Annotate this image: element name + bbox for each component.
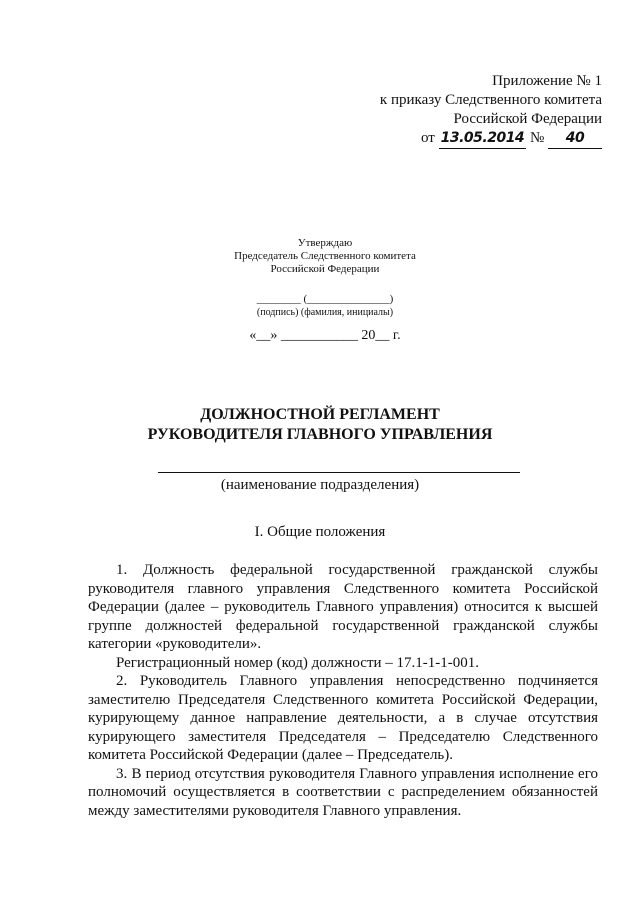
appendix-order-ref: к приказу Следственного комитета bbox=[379, 92, 602, 108]
title-line-1: ДОЛЖНОСТНОЙ РЕГЛАМЕНТ bbox=[200, 406, 440, 423]
approval-date-line: «__» ___________ 20__ г. bbox=[249, 328, 401, 343]
section-heading: I. Общие положения bbox=[254, 524, 386, 540]
signature-line: ________ (_______________) bbox=[256, 293, 394, 305]
date-prefix: от bbox=[421, 130, 435, 146]
appendix-title: Приложение № 1 bbox=[492, 73, 602, 89]
document-title bbox=[0, 405, 640, 445]
approval-position-2: Российской Федерации bbox=[270, 263, 380, 275]
unit-name-caption: (наименование подразделения) bbox=[220, 477, 420, 493]
approval-position-1: Председатель Следственного комитета bbox=[234, 250, 416, 262]
order-number: 40 bbox=[548, 129, 602, 149]
approval-word: Утверждаю bbox=[297, 237, 353, 249]
appendix-date-number bbox=[380, 129, 602, 149]
appendix-org: Российской Федерации bbox=[453, 111, 602, 127]
paragraph-3: 3. В период отсутствия руководителя Главного управления исполнение его полномочий осуществляется в соответствии с распределением обязанностей между заместителями руководителя Главного управления. bbox=[88, 765, 598, 819]
unit-name-blank-line bbox=[158, 472, 520, 473]
paragraph-registration-code: Регистрационный номер (код) должности – 17.1-1-1-001. bbox=[116, 654, 480, 671]
approval-block bbox=[190, 237, 460, 342]
appendix-block bbox=[380, 72, 602, 149]
title-line-2: РУКОВОДИТЕЛЯ ГЛАВНОГО УПРАВЛЕНИЯ bbox=[147, 426, 493, 443]
number-prefix: № bbox=[529, 130, 545, 146]
paragraph-2: 2. Руководитель Главного управления непосредственно подчиняется заместителю Председателя Следственного комитета Российской Федерации, курирующему данное направление деятельности, а в случае отсутствия курирующего заместителя Председателя – Председателю Следственного комитета Российской Федерации (далее – Председатель). bbox=[88, 673, 598, 763]
paragraph-1: 1. Должность федеральной государственной гражданской службы руководителя главного управления Следственного комитета Российской Федерации (далее – руководитель Главного управления) относится к высшей группе должностей федеральной государственной гражданской службы категории «руководители». bbox=[88, 562, 598, 652]
order-date: 13.05.2014 bbox=[439, 129, 527, 149]
signature-hint: (подпись) (фамилия, инициалы) bbox=[256, 307, 394, 318]
document-body bbox=[88, 561, 598, 820]
